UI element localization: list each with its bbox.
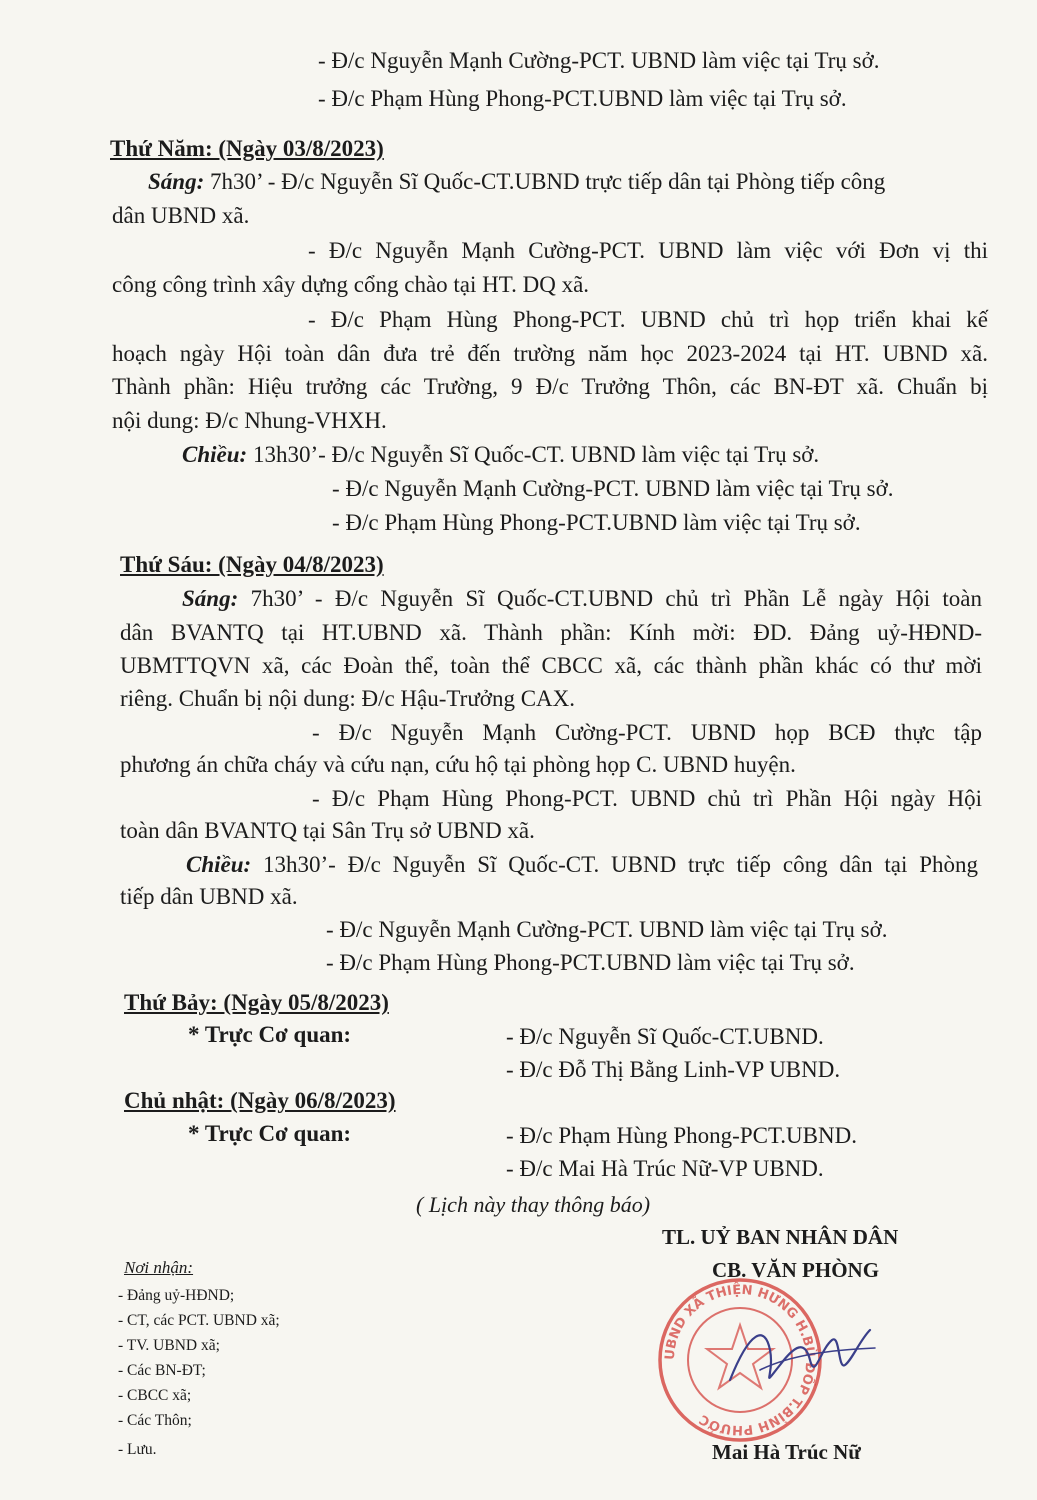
friday-line-8: toàn dân BVANTQ tại Sân Trụ sở UBND xã.	[120, 818, 535, 843]
saturday-duty-person-1: - Đ/c Nguyễn Sĩ Quốc-CT.UBND.	[506, 1024, 824, 1049]
thursday-heading: Thứ Năm: (Ngày 03/8/2023)	[110, 136, 384, 161]
thursday-line-7: Thành phần: Hiệu trưởng các Trường, 9 Đ/c Trưởng Thôn, các BN-ĐT xã. Chuẩn bị	[112, 374, 988, 399]
friday-line-5: - Đ/c Nguyễn Mạnh Cường-PCT. UBND họp BCĐ thực tập	[312, 720, 982, 745]
saturday-duty-label: * Trực Cơ quan:	[188, 1022, 352, 1047]
thursday-afternoon-line	[182, 440, 819, 470]
friday-line-12: - Đ/c Phạm Hùng Phong-PCT.UBND làm việc tại Trụ sở.	[326, 950, 855, 975]
thursday-morning-line	[148, 167, 885, 197]
friday-morning-line	[182, 584, 982, 614]
recipient-item: - Lưu.	[118, 1441, 157, 1458]
recipients-title: Nơi nhận:	[124, 1258, 194, 1277]
thursday-line-10: - Đ/c Nguyễn Mạnh Cường-PCT. UBND làm việc tại Trụ sở.	[332, 476, 894, 501]
signature-title-2: CB. VĂN PHÒNG	[712, 1258, 880, 1282]
sunday-duty-label: * Trực Cơ quan:	[188, 1121, 352, 1146]
friday-line-3: UBMTTQVN xã, các Đoàn thể, toàn thể CBCC xã, các thành phần khác có thư mời	[120, 653, 982, 678]
sunday-heading: Chủ nhật: (Ngày 06/8/2023)	[124, 1088, 396, 1113]
friday-line-9: 13h30’- Đ/c Nguyễn Sĩ Quốc-CT. UBND trực tiếp công dân tại Phòng	[263, 852, 978, 877]
thursday-line-2: dân UBND xã.	[112, 203, 250, 228]
recipient-item: - Đảng uỷ-HĐND;	[118, 1287, 235, 1304]
handwritten-signature	[720, 1310, 880, 1400]
saturday-duty-person-2: - Đ/c Đỗ Thị Bằng Linh-VP UBND.	[506, 1057, 841, 1082]
friday-line-11: - Đ/c Nguyễn Mạnh Cường-PCT. UBND làm việc tại Trụ sở.	[326, 917, 888, 942]
sunday-duty-person-1: - Đ/c Phạm Hùng Phong-PCT.UBND.	[506, 1123, 857, 1148]
recipient-item: - Các BN-ĐT;	[118, 1362, 206, 1379]
signer-name: Mai Hà Trúc Nữ	[712, 1440, 861, 1464]
friday-afternoon-line	[186, 850, 978, 880]
friday-chieu-label: Chiều:	[186, 852, 252, 877]
friday-line-6: phương án chữa cháy và cứu nạn, cứu hộ tại phòng họp C. UBND huyện.	[120, 752, 796, 777]
thursday-line-4: công công trình xây dựng cổng chào tại HT. DQ xã.	[112, 272, 590, 297]
recipient-item: - CT, các PCT. UBND xã;	[118, 1312, 280, 1329]
thursday-sang-label: Sáng:	[148, 169, 205, 194]
recipient-item: - TV. UBND xã;	[118, 1337, 220, 1354]
thursday-line-3: - Đ/c Nguyễn Mạnh Cường-PCT. UBND làm việc với Đơn vị thi	[308, 238, 988, 263]
thursday-line-6: hoạch ngày Hội toàn dân đưa trẻ đến trường năm học 2023-2024 tại HT. UBND xã.	[112, 341, 988, 366]
saturday-heading: Thứ Bảy: (Ngày 05/8/2023)	[124, 990, 389, 1015]
friday-line-4: riêng. Chuẩn bị nội dung: Đ/c Hậu-Trưởng CAX.	[120, 686, 576, 711]
friday-sang-label: Sáng:	[182, 586, 239, 611]
friday-line-10: tiếp dân UBND xã.	[120, 884, 298, 909]
schedule-note: ( Lịch này thay thông báo)	[416, 1192, 651, 1217]
stamp-text: UBND XÃ THIỆN HƯNG H.BÙ ĐỐP T.BÌNH PHƯỚC	[662, 1282, 818, 1438]
thursday-line-11: - Đ/c Phạm Hùng Phong-PCT.UBND làm việc tại Trụ sở.	[332, 510, 861, 535]
friday-line-2: dân BVANTQ tại HT.UBND xã. Thành phần: Kính mời: ĐD. Đảng uỷ-HĐND-	[120, 620, 982, 645]
signature-title-1: TL. UỶ BAN NHÂN DÂN	[662, 1225, 899, 1249]
thursday-line-5: - Đ/c Phạm Hùng Phong-PCT. UBND chủ trì họp triển khai kế	[308, 307, 988, 332]
recipient-item: - Các Thôn;	[118, 1412, 192, 1429]
friday-heading: Thứ Sáu: (Ngày 04/8/2023)	[120, 552, 384, 577]
friday-line-7: - Đ/c Phạm Hùng Phong-PCT. UBND chủ trì Phần Hội ngày Hội	[312, 786, 982, 811]
friday-line-1: 7h30’ - Đ/c Nguyễn Sĩ Quốc-CT.UBND chủ trì Phần Lễ ngày Hội toàn	[250, 586, 982, 611]
recipient-item: - CBCC xã;	[118, 1387, 192, 1404]
thursday-line-1: 7h30’ - Đ/c Nguyễn Sĩ Quốc-CT.UBND trực tiếp dân tại Phòng tiếp công	[210, 169, 886, 194]
thursday-line-8: nội dung: Đ/c Nhung-VHXH.	[112, 408, 387, 433]
thursday-chieu-label: Chiều:	[182, 442, 248, 467]
top-line-2: - Đ/c Phạm Hùng Phong-PCT.UBND làm việc tại Trụ sở.	[318, 86, 847, 111]
top-line-1: - Đ/c Nguyễn Mạnh Cường-PCT. UBND làm việc tại Trụ sở.	[318, 48, 880, 73]
thursday-line-9: 13h30’- Đ/c Nguyễn Sĩ Quốc-CT. UBND làm việc tại Trụ sở.	[252, 442, 820, 467]
sunday-duty-person-2: - Đ/c Mai Hà Trúc Nữ-VP UBND.	[506, 1156, 824, 1181]
